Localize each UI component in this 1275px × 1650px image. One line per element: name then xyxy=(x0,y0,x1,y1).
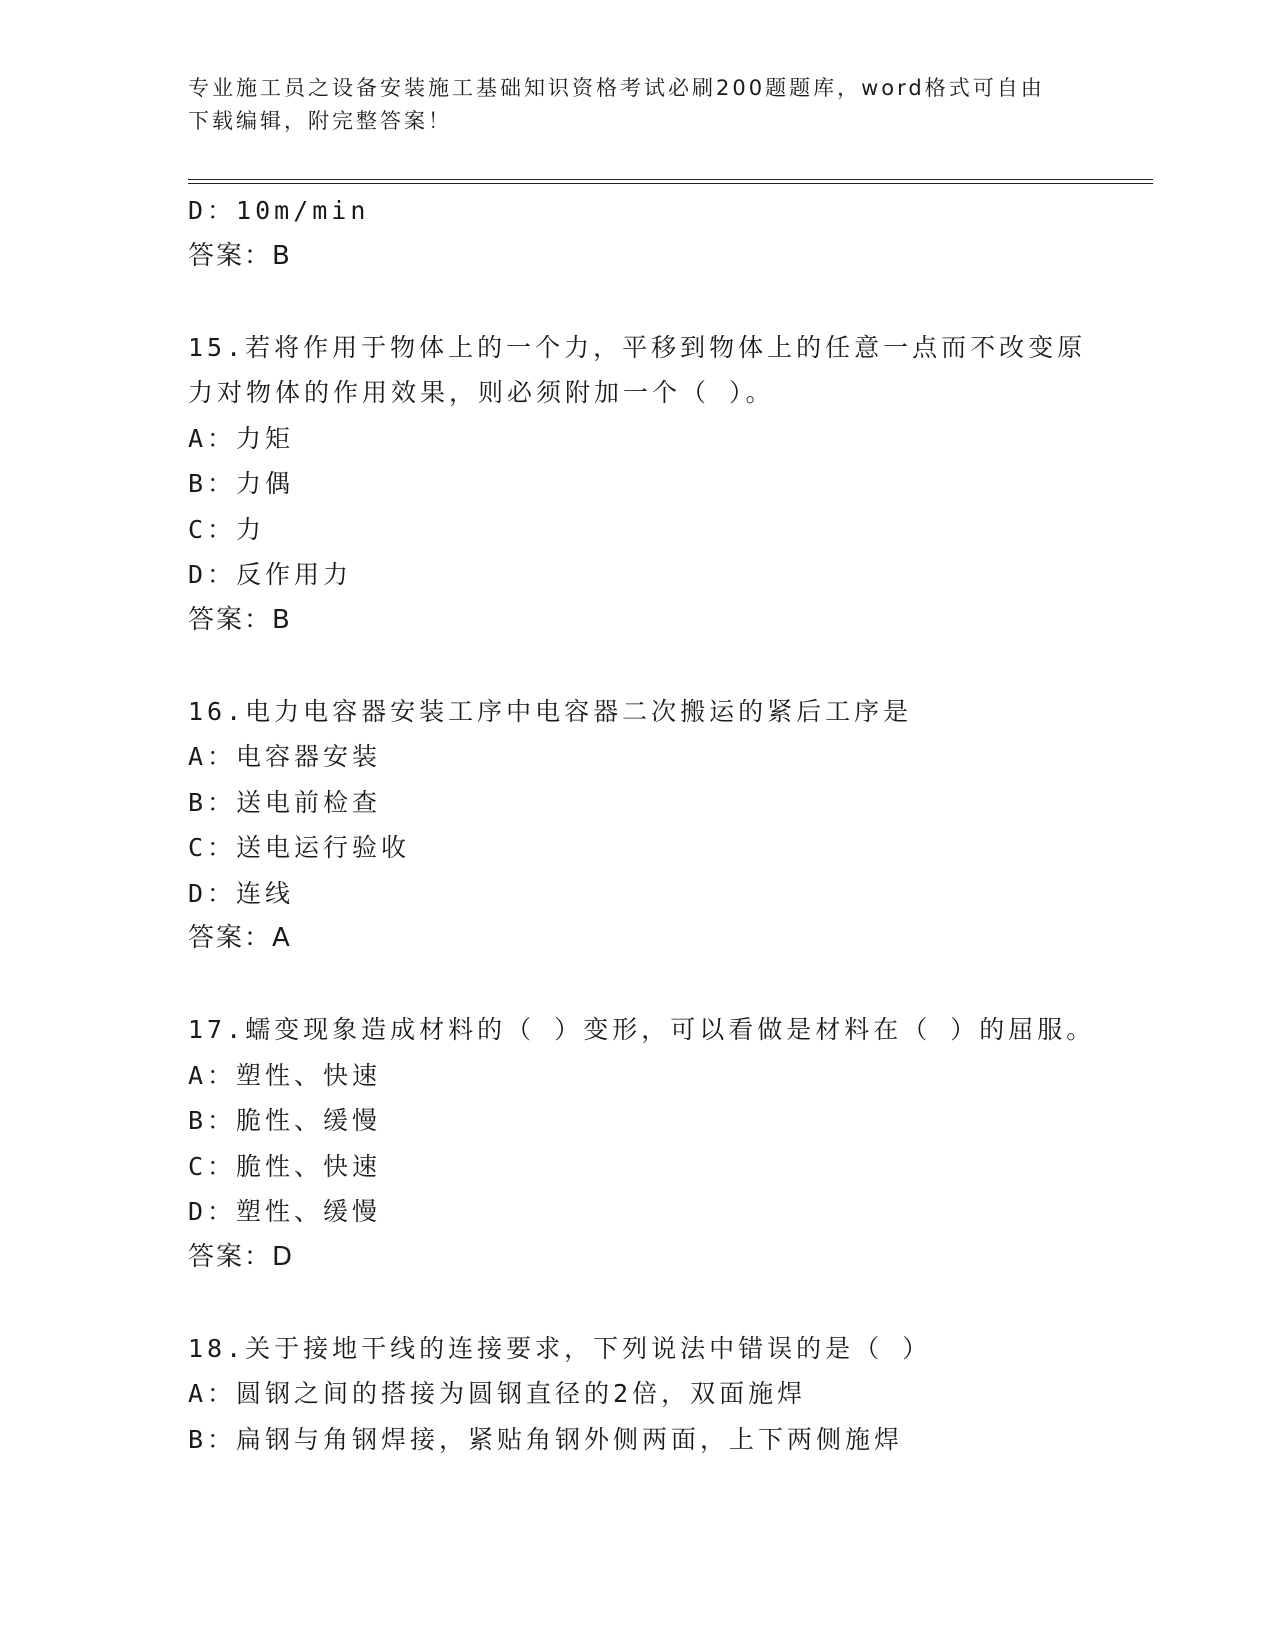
spacer xyxy=(188,962,1148,1008)
header-line-2: 下载编辑，附完整答案！ xyxy=(188,109,452,133)
answer: 答案：D xyxy=(188,1241,295,1272)
answer: 答案：B xyxy=(188,240,292,271)
question-15 xyxy=(188,325,1148,644)
header-divider-bottom xyxy=(188,183,1153,184)
question-text: 18.关于接地干线的连接要求，下列说法中错误的是（ ） xyxy=(188,1333,932,1363)
question-18 xyxy=(188,1326,1148,1463)
option-a: A：电容器安装 xyxy=(188,742,382,771)
spacer xyxy=(188,279,1148,325)
question-text: 16.电力电容器安装工序中电容器二次搬运的紧后工序是 xyxy=(188,696,913,726)
question-16 xyxy=(188,689,1148,962)
question-content xyxy=(188,188,1148,1462)
document-header xyxy=(188,72,1068,138)
question-text: 17.蠕变现象造成材料的（ ）变形，可以看做是材料在（ ）的屈服。 xyxy=(188,1015,1096,1044)
option-d: D：10m/min xyxy=(188,196,370,225)
question-text-continued: 力对物体的作用效果，则必须附加一个（ ）。 xyxy=(188,378,775,407)
option-c: C：力 xyxy=(188,514,266,544)
option-c: C：送电运行验收 xyxy=(188,833,411,862)
option-b: B：扁钢与角钢焊接，紧贴角钢外侧两面，上下两侧施焊 xyxy=(188,1424,904,1454)
header-line-1: 专业施工员之设备安装施工基础知识资格考试必刷200题题库，word格式可自由 xyxy=(188,76,1045,100)
answer: 答案：A xyxy=(188,923,292,953)
option-d: D：塑性、缓慢 xyxy=(188,1197,382,1226)
option-b: B：力偶 xyxy=(188,469,295,498)
header-divider-top xyxy=(188,179,1153,180)
option-d: D：反作用力 xyxy=(188,560,353,589)
option-a: A：塑性、快速 xyxy=(188,1060,382,1090)
spacer xyxy=(188,643,1148,689)
question-17 xyxy=(188,1007,1148,1280)
option-c: C：脆性、快速 xyxy=(188,1151,382,1181)
answer: 答案：B xyxy=(188,604,292,635)
option-b: B：脆性、缓慢 xyxy=(188,1106,382,1135)
option-a: A：力矩 xyxy=(188,423,295,453)
question-text: 15.若将作用于物体上的一个力，平移到物体上的任意一点而不改变原 xyxy=(188,332,1087,362)
option-d: D：连线 xyxy=(188,878,295,908)
option-b: B：送电前检查 xyxy=(188,787,382,817)
spacer xyxy=(188,1280,1148,1326)
option-a: A：圆钢之间的搭接为圆钢直径的2倍，双面施焊 xyxy=(188,1379,807,1408)
